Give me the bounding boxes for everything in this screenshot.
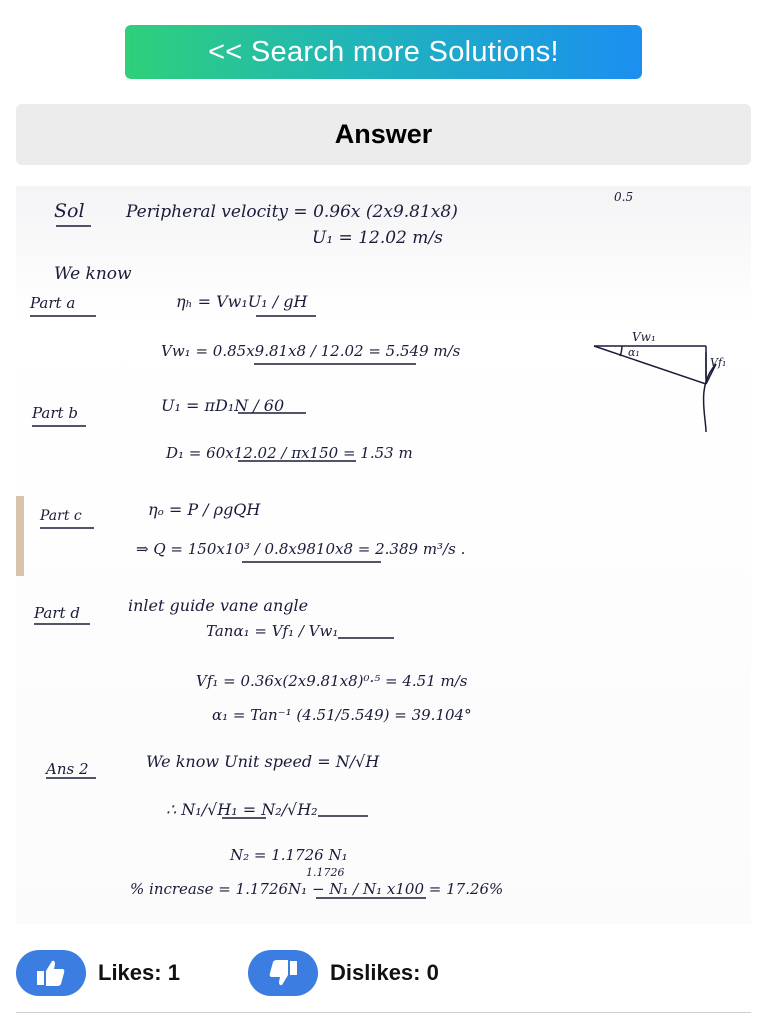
we-know-line: We know — [54, 264, 132, 284]
part-c-label: Part c — [40, 508, 82, 524]
like-button[interactable] — [16, 950, 86, 996]
answer-header — [16, 104, 751, 165]
speed-ratio-line: ∴ N₁/√H₁ = N₂/√H₂ — [166, 800, 318, 819]
dislikes-group — [248, 950, 439, 996]
u1-line: U₁ = 12.02 m/s — [312, 228, 443, 248]
likes-group — [16, 950, 180, 996]
velocity-triangle-diagram — [594, 346, 716, 432]
unit-speed-line: We know Unit speed = N/√H — [146, 752, 380, 771]
part-b-label: Part b — [32, 404, 78, 422]
ans2-label: Ans 2 — [46, 760, 89, 778]
likes-count: Likes: 1 — [98, 960, 180, 985]
d1-line: D₁ = 60x12.02 / πx150 = 1.53 m — [166, 444, 413, 462]
peripheral-exponent: 0.5 — [614, 190, 634, 204]
part-d-label: Part d — [34, 604, 80, 622]
diagram-vf1-label: Vf₁ — [710, 356, 727, 369]
handwritten-solution-image — [16, 186, 751, 924]
dislike-button[interactable] — [248, 950, 318, 996]
n2-note: 1.1726 — [306, 866, 345, 879]
peripheral-velocity-line: Peripheral velocity = 0.96x (2x9.81x8) — [126, 202, 458, 222]
thumbs-down-icon — [268, 959, 298, 987]
dislikes-count: Dislikes: 0 — [330, 960, 439, 985]
n2-line: N₂ = 1.1726 N₁ — [230, 846, 348, 864]
thumbs-up-icon — [36, 959, 66, 987]
percent-increase-line: % increase = 1.1726N₁ − N₁ / N₁ x100 = 17.26% — [130, 880, 504, 898]
search-more-solutions-button[interactable]: << Search more Solutions! — [125, 25, 642, 79]
answer-title: Answer — [334, 119, 433, 149]
alpha1-line: α₁ = Tan⁻¹ (4.51/5.549) = 39.104° — [212, 706, 472, 724]
part-a-label: Part a — [30, 294, 76, 312]
sol-label: Sol — [54, 200, 85, 222]
inlet-guide-vane-line: inlet guide vane angle — [128, 596, 309, 615]
eta-h-line: ηₕ = Vw₁U₁ / gH — [176, 292, 308, 311]
eta-o-line: ηₒ = P / ρgQH — [148, 500, 261, 519]
diagram-vw1-label: Vw₁ — [632, 330, 656, 344]
tan-alpha-line: Tanα₁ = Vf₁ / Vw₁ — [206, 622, 339, 640]
discharge-line: ⇒ Q = 150x10³ / 0.8x9810x8 = 2.389 m³/s . — [136, 540, 466, 558]
vw1-line: Vw₁ = 0.85x9.81x8 / 12.02 = 5.549 m/s — [161, 342, 461, 360]
divider — [16, 1012, 751, 1013]
diagram-alpha-label: α₁ — [628, 346, 640, 359]
vf1-line: Vf₁ = 0.36x(2x9.81x8)⁰·⁵ = 4.51 m/s — [196, 672, 468, 690]
u1-formula-line: U₁ = πD₁N / 60 — [161, 396, 285, 415]
